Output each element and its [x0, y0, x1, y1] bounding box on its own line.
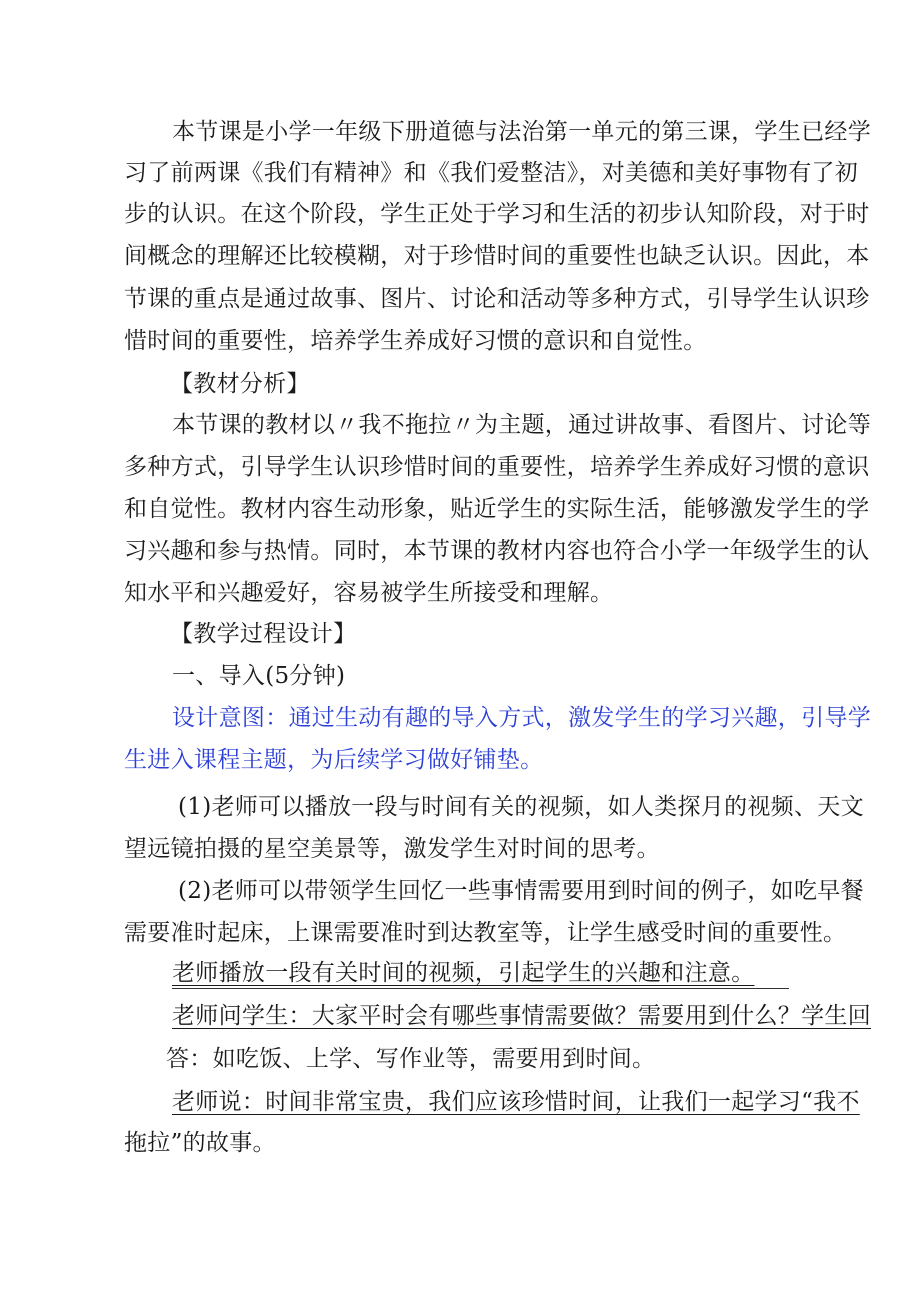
intent-line-1: 设计意图：通过生动有趣的导入方式，激发学生的学习兴趣，引导学: [172, 705, 871, 731]
item1-line-2: 望远镜拍摄的星空美景等，激发学生对时间的思考。: [124, 836, 660, 862]
material-heading: 【教材分析】: [170, 371, 310, 397]
material-line-4: 习兴趣和参与热情。同时，本节课的教材内容也符合小学一年级学生的认: [124, 538, 870, 564]
activity1-line: 老师播放一段有关时间的视频，引起学生的兴趣和注意。: [172, 960, 755, 986]
item1-line-1: (1)老师可以播放一段与时间有关的视频，如人类探月的视频、天文: [178, 794, 864, 820]
process-heading: 【教学过程设计】: [170, 621, 357, 647]
intro-line-4: 间概念的理解还比较模糊，对于珍惜时间的重要性也缺乏认识。因此，本: [124, 243, 870, 269]
item2-line-1: (2)老师可以带领学生回忆一些事情需要用到时间的例子，如吃早餐: [178, 878, 864, 904]
activity3-line-1: 老师说：时间非常宝贵，我们应该珍惜时间，让我们一起学习“我不: [172, 1089, 860, 1115]
material-line-2: 多种方式，引导学生认识珍惜时间的重要性，培养学生养成好习惯的意识: [124, 454, 870, 480]
intro-line-3: 步的认识。在这个阶段，学生正处于学习和生活的初步认知阶段，对于时: [124, 201, 870, 227]
step1-title: 一、导入(5分钟): [172, 663, 346, 689]
material-line-3: 和自觉性。教材内容生动形象，贴近学生的实际生活，能够激发学生的学: [124, 496, 870, 522]
activity2-line-1: 老师问学生：大家平时会有哪些事情需要做？需要用到什么？学生回: [172, 1003, 871, 1029]
intro-line-5: 节课的重点是通过故事、图片、讨论和活动等多种方式，引导学生认识珍: [124, 286, 870, 312]
intro-line-2: 习了前两课《我们有精神》和《我们爱整洁》，对美德和美好事物有了初: [124, 160, 859, 186]
material-line-1: 本节课的教材以〃我不拖拉〃为主题，通过讲故事、看图片、讨论等: [172, 412, 871, 438]
intro-line-1: 本节课是小学一年级下册道德与法治第一单元的第三课，学生已经学: [172, 119, 871, 145]
activity3-line-2: 拖拉”的故事。: [124, 1130, 276, 1156]
intent-line-2: 生进入课程主题，为后续学习做好铺垫。: [124, 747, 544, 773]
item2-line-2: 需要准时起床，上课需要准时到达教室等，让学生感受时间的重要性。: [124, 920, 847, 946]
material-line-5: 知水平和兴趣爱好，容易被学生所接受和理解。: [124, 580, 614, 606]
intro-line-6: 惜时间的重要性，培养学生养成好习惯的意识和自觉性。: [124, 328, 707, 354]
activity2-line-2: 答：如吃饭、上学、写作业等，需要用到时间。: [166, 1046, 656, 1072]
divider-rule: [172, 988, 789, 989]
